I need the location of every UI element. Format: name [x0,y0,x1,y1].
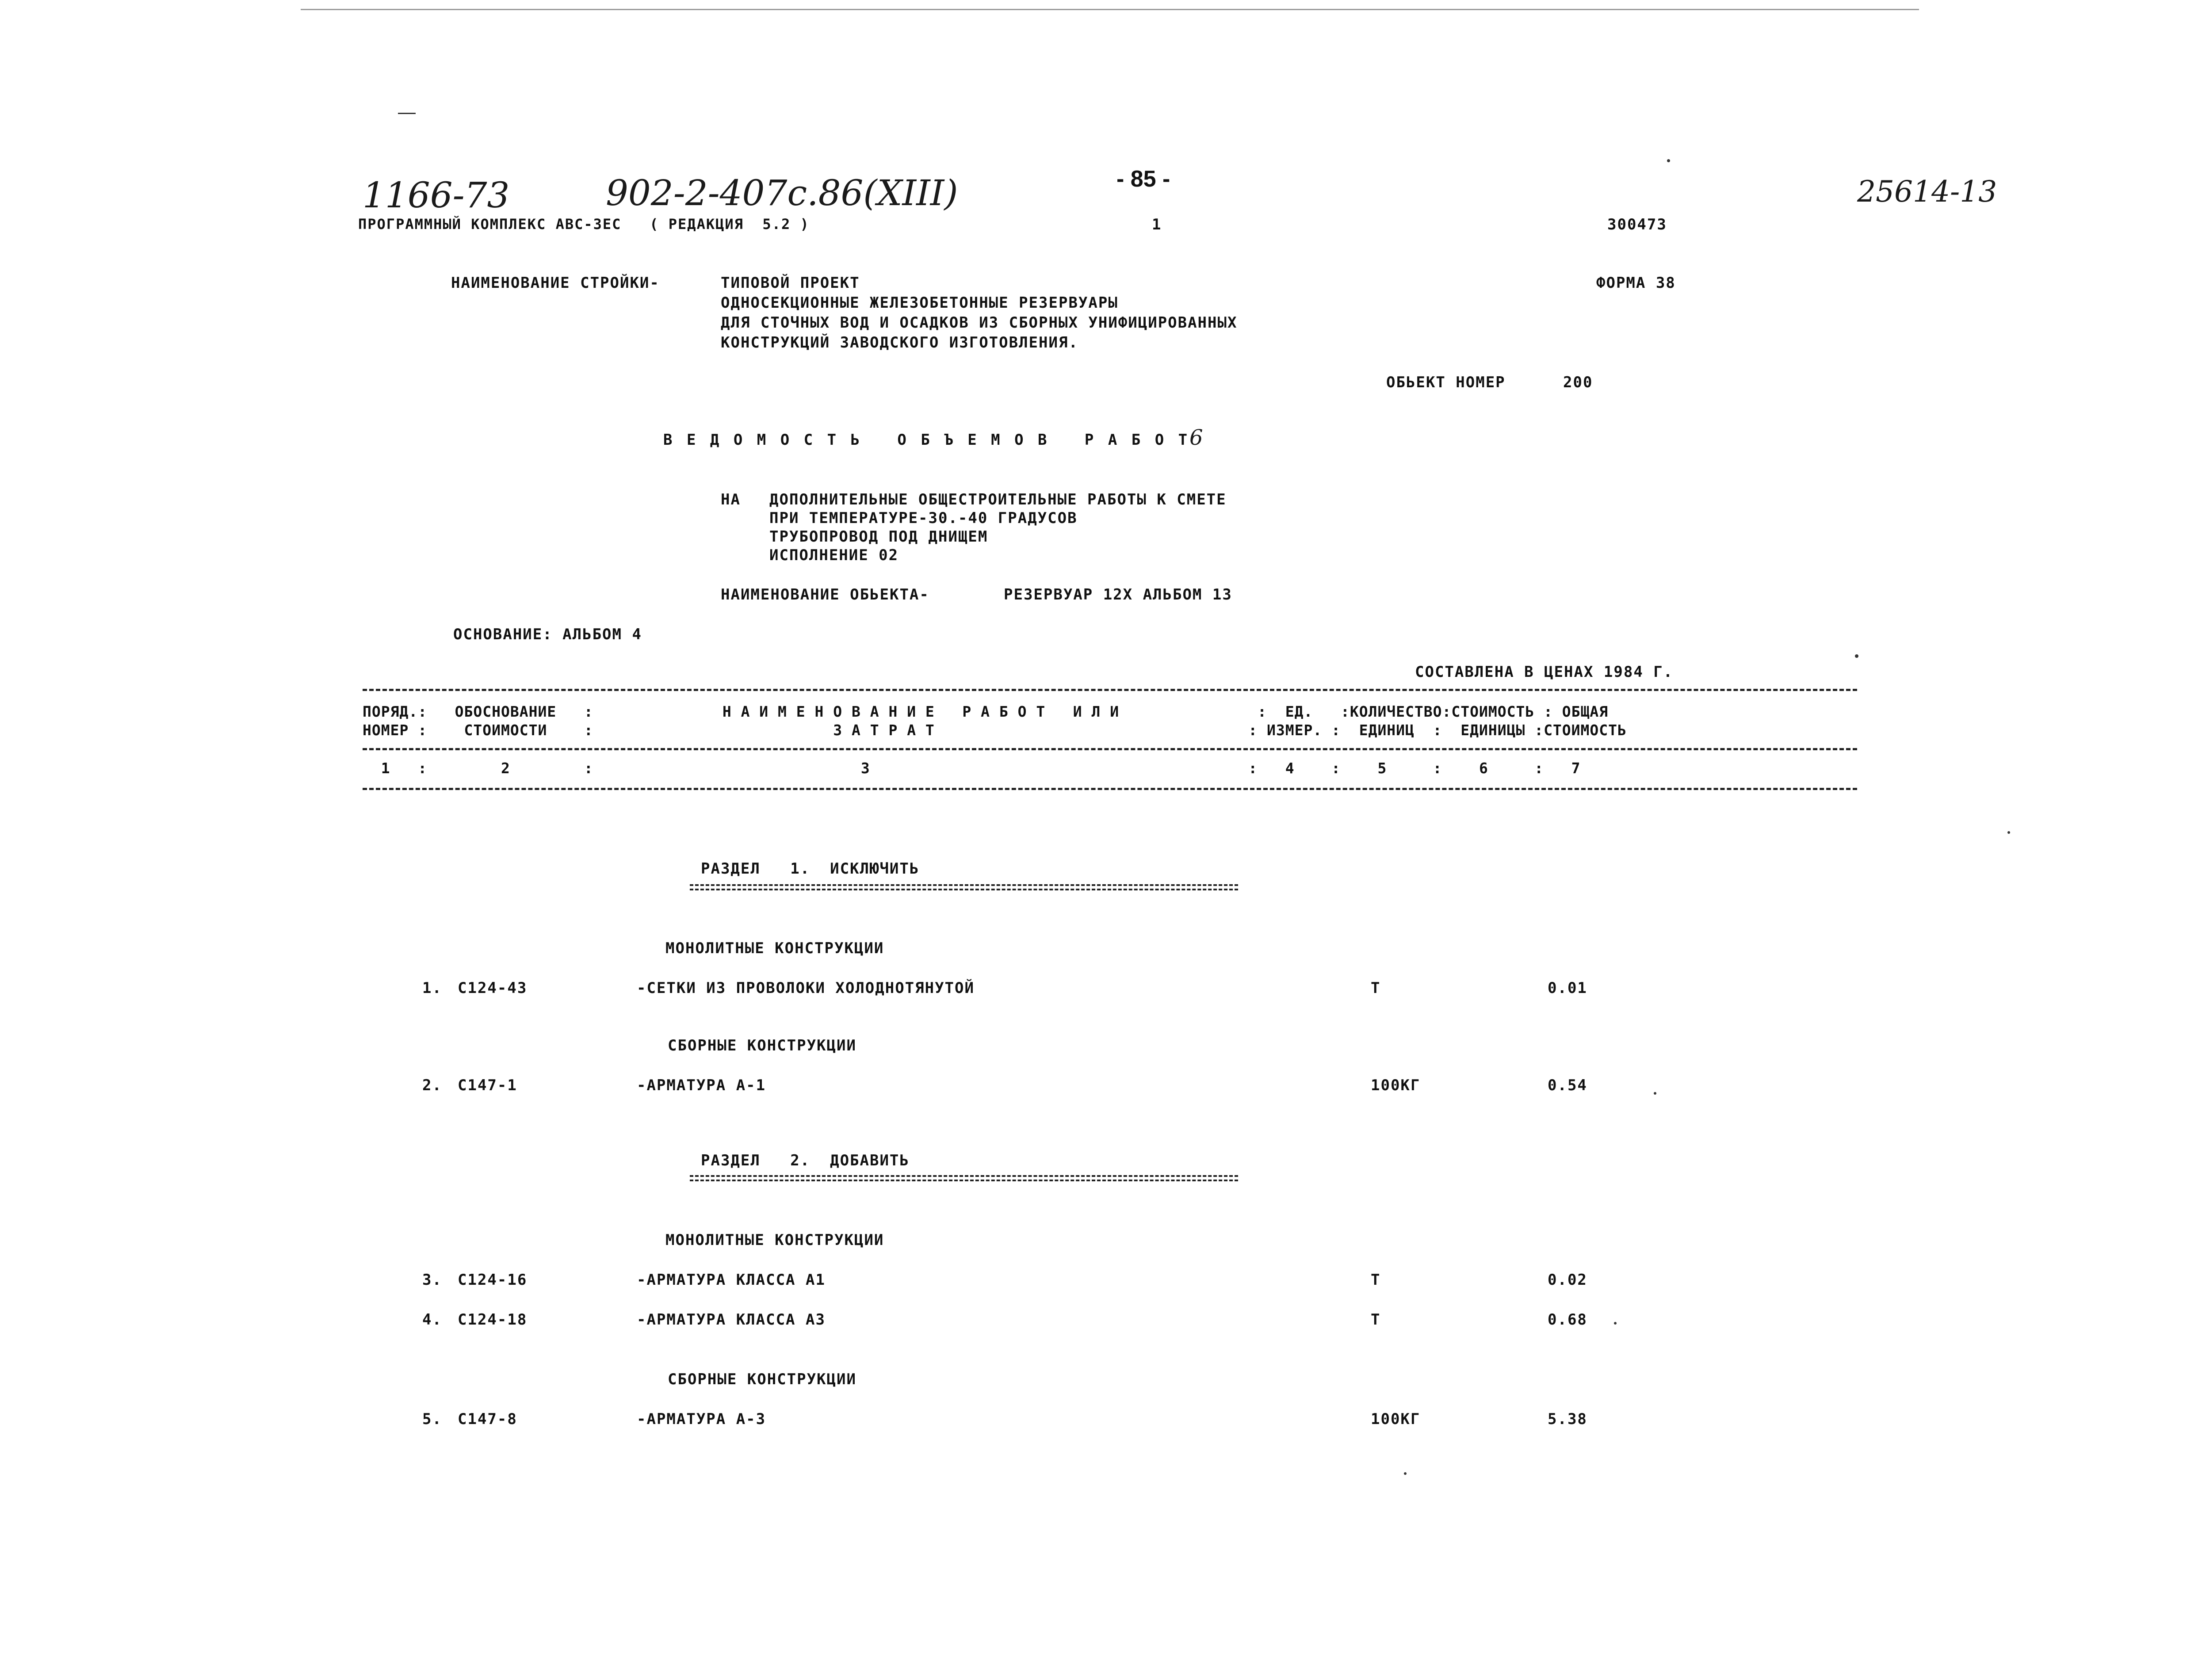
section-2-group-1-title: МОНОЛИТНЫЕ КОНСТРУКЦИИ [665,1231,884,1249]
scan-speck [1614,1322,1617,1325]
row-1-code: С124-43 [458,979,528,997]
table-rule-middle [363,748,1857,750]
form-number: ФОРМА 38 [1596,274,1676,292]
statement-na: НА [721,491,741,508]
section-1-underline [690,884,1238,886]
scan-speck [1404,1472,1407,1475]
row-1-name: -СЕТКИ ИЗ ПРОВОЛОКИ ХОЛОДНОТЯНУТОЙ [637,979,975,997]
page-number: - 85 - [1116,166,1170,192]
row-1-quantity: 0.01 [1548,979,1587,997]
row-2-unit: 100КГ [1371,1077,1421,1094]
handwritten-project-number: 902-2-407с.86(XIII) [606,172,958,214]
scan-dash [398,113,416,114]
section-2-underline [690,1175,1238,1177]
section-2-underline-2 [690,1180,1238,1181]
row-4-name: -АРМАТУРА КЛАССА А3 [637,1311,826,1329]
row-2-number: 2. [422,1077,442,1094]
handwritten-code-right: 25614-13 [1857,175,1997,209]
object-name: РЕЗЕРВУАР 12Х АЛЬБОМ 13 [1004,586,1232,603]
row-4-quantity: 0.68 [1548,1311,1587,1329]
section-1-group-1-title: МОНОЛИТНЫЕ КОНСТРУКЦИИ [665,939,884,957]
row-1-unit: Т [1371,979,1381,997]
top-border-line [301,9,1919,10]
row-4-unit: Т [1371,1311,1381,1329]
row-5-name: -АРМАТУРА А-3 [637,1410,766,1428]
table-column-numbers: 1 : 2 : 3 : 4 : 5 : 6 : 7 [363,760,1581,777]
construction-line-4: КОНСТРУКЦИЙ ЗАВОДСКОГО ИЗГОТОВЛЕНИЯ. [721,334,1078,351]
handwritten-statement-number: 6 [1189,425,1203,450]
row-5-quantity: 5.38 [1548,1410,1587,1428]
basis: ОСНОВАНИЕ: АЛЬБОМ 4 [453,626,642,643]
scan-speck [1667,159,1670,162]
table-header-row-2: НОМЕР : СТОИМОСТИ : З А Т Р А Т : ИЗМЕР. : ЕДИНИЦ : ЕДИНИЦЫ :СТОИМОСТЬ [363,722,1627,739]
row-2-name: -АРМАТУРА А-1 [637,1077,766,1094]
row-2-quantity: 0.54 [1548,1077,1587,1094]
handwritten-code-left: 1166-73 [363,175,510,216]
construction-line-2: ОДНОСЕКЦИОННЫЕ ЖЕЛЕЗОБЕТОННЫЕ РЕЗЕРВУАРЫ [721,294,1118,312]
row-4-code: С124-18 [458,1311,528,1329]
section-1-underline-2 [690,889,1238,890]
table-rule-top [363,689,1857,691]
section-1-group-2-title: СБОРНЫЕ КОНСТРУКЦИИ [668,1037,856,1054]
construction-label: НАИМЕНОВАНИЕ СТРОЙКИ- [451,274,660,292]
row-4-number: 4. [422,1311,442,1329]
price-level: СОСТАВЛЕНА В ЦЕНАХ 1984 Г. [1415,663,1674,681]
row-5-unit: 100КГ [1371,1410,1421,1428]
section-1-title: РАЗДЕЛ 1. ИСКЛЮЧИТЬ [701,860,920,878]
description-line-3: ТРУБОПРОВОД ПОД ДНИЩЕМ [769,528,988,546]
table-header-row-1: ПОРЯД.: ОБОСНОВАНИЕ : Н А И М Е Н О В А Н И Е Р А Б О Т И Л И : ЕД. :КОЛИЧЕСТВО:СТОИМОСТЬ : ОБЩАЯ [363,703,1609,720]
row-5-number: 5. [422,1410,442,1428]
scan-speck [1654,1092,1656,1095]
object-number: 200 [1563,374,1593,391]
statement-heading: В Е Д О М О С Т Ь О Б Ъ Е М О В Р А Б О Т [663,431,1190,449]
row-2-code: С147-1 [458,1077,517,1094]
row-1-number: 1. [422,979,442,997]
construction-line-3: ДЛЯ СТОЧНЫХ ВОД И ОСАДКОВ ИЗ СБОРНЫХ УНИФИЦИРОВАННЫХ [721,314,1238,332]
row-3-quantity: 0.02 [1548,1271,1587,1289]
document-code: 300473 [1607,216,1667,233]
object-number-label: ОБЬЕКТ НОМЕР [1386,374,1506,391]
scan-speck [1855,654,1858,658]
row-3-name: -АРМАТУРА КЛАССА А1 [637,1271,826,1289]
description-line-1: ДОПОЛНИТЕЛЬНЫЕ ОБЩЕСТРОИТЕЛЬНЫЕ РАБОТЫ К СМЕТЕ [769,491,1227,508]
page-index: 1 [1152,216,1162,233]
row-3-code: С124-16 [458,1271,528,1289]
row-3-unit: Т [1371,1271,1381,1289]
section-2-group-2-title: СБОРНЫЕ КОНСТРУКЦИИ [668,1371,856,1388]
description-line-4: ИСПОЛНЕНИЕ 02 [769,546,899,564]
table-rule-bottom [363,788,1857,790]
construction-line-1: ТИПОВОЙ ПРОЕКТ [721,274,860,292]
section-2-title: РАЗДЕЛ 2. ДОБАВИТЬ [701,1152,910,1169]
description-line-2: ПРИ ТЕМПЕРАТУРЕ-30.-40 ГРАДУСОВ [769,509,1078,527]
row-5-code: С147-8 [458,1410,517,1428]
scan-speck [2007,831,2010,834]
object-name-label: НАИМЕНОВАНИЕ ОБЬЕКТА- [721,586,929,603]
program-line: ПРОГРАММНЫЙ КОМПЛЕКС АВС-3ЕС ( РЕДАКЦИЯ 5.2 ) [358,216,810,233]
row-3-number: 3. [422,1271,442,1289]
